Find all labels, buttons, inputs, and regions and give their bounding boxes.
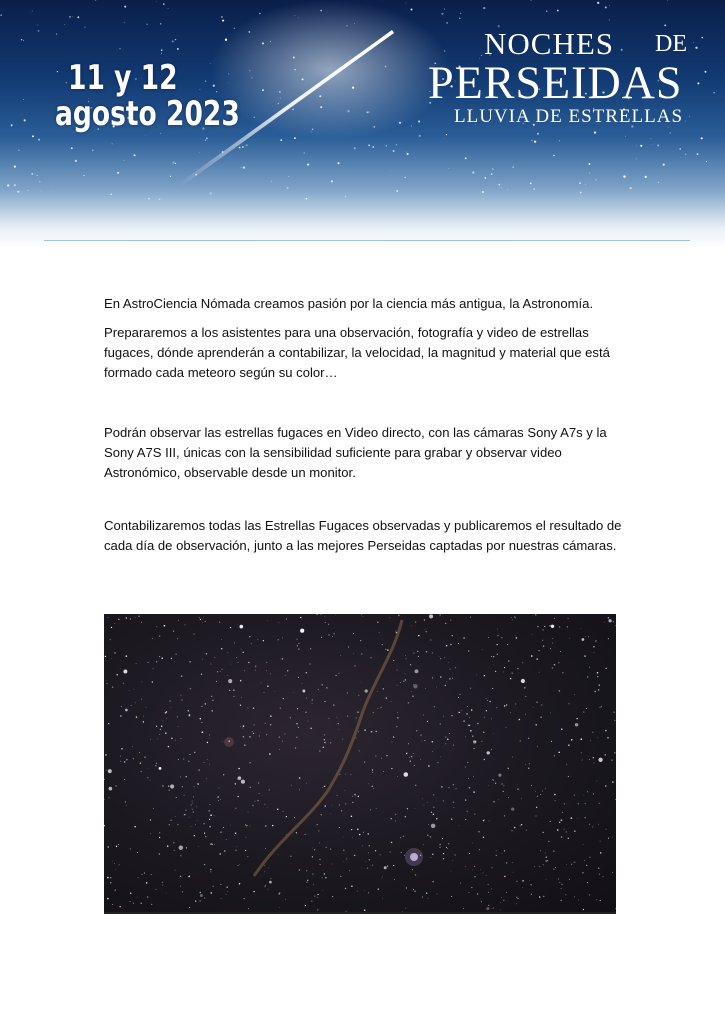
header-banner	[0, 0, 725, 248]
paragraph-video: Podrán observar las estrellas fugaces en Video directo, con las cámaras Sony A7s y la Sony A7S III, únicas con la sensibilidad suficiente para grabar y observar video Astronómico, observable desde un monitor.	[104, 425, 607, 480]
night-sky-meteor-photo	[104, 614, 616, 912]
photo-divider	[104, 912, 616, 914]
header-divider	[44, 240, 690, 241]
paragraph-preparation: Prepararemos a los asistentes para una observación, fotografía y video de estrellas fugaces, dónde aprenderán a contabilizar, la velocidad, la magnitud y material que está formado cada meteoro según su color…	[104, 325, 610, 380]
paragraph-count: Contabilizaremos todas las Estrellas Fugaces observadas y publicaremos el resultado de cada día de observación, junto a las mejores Perseidas captadas por nuestras cámaras.	[104, 518, 622, 553]
event-dates: 11 y 12	[68, 58, 178, 98]
title-perseidas: PERSEIDAS	[428, 57, 683, 109]
title-subtitle: LLUVIA DE ESTRELLAS	[454, 106, 684, 127]
event-month-year: agosto 2023	[55, 94, 240, 134]
paragraph-intro: En AstroCiencia Nómada creamos pasión por la ciencia más antigua, la Astronomía.	[104, 296, 594, 311]
night-sky-photo	[104, 614, 616, 912]
title-noches: NOCHES	[484, 26, 615, 61]
title-de-monogram: DE	[655, 31, 687, 57]
